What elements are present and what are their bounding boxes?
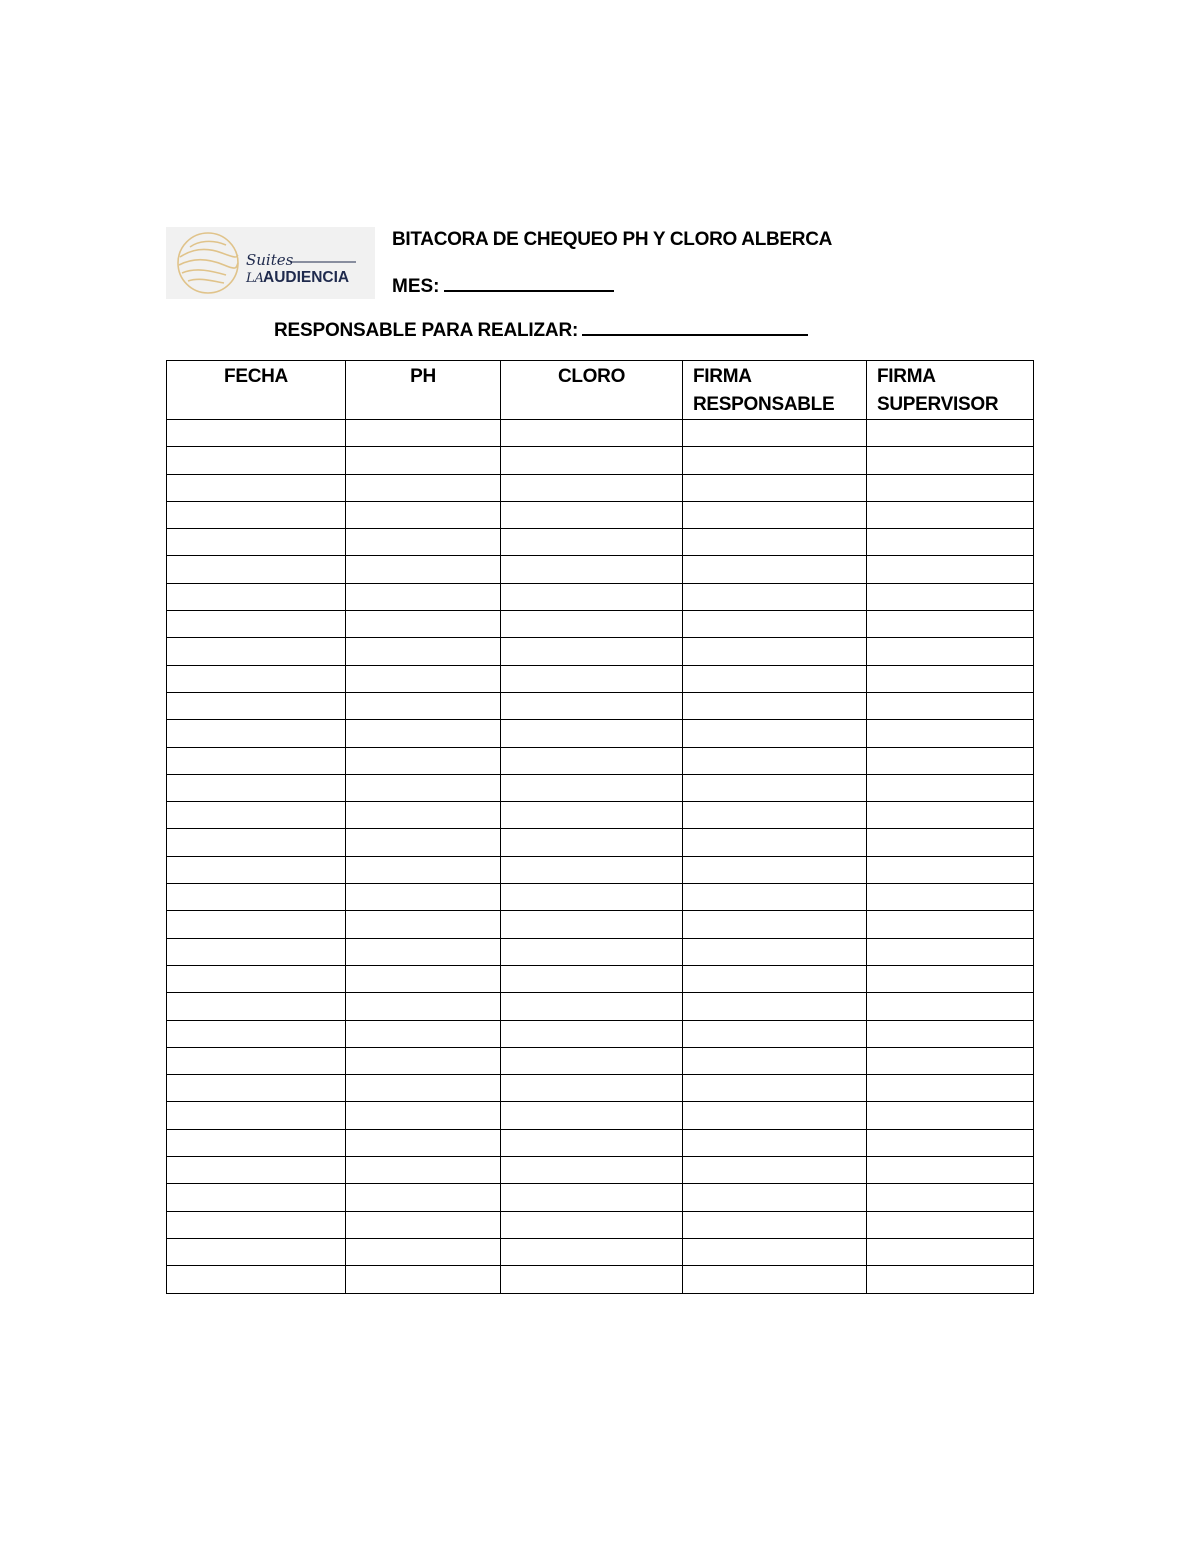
cell-firma-responsable[interactable] [683,1157,867,1184]
cell-firma-supervisor[interactable] [867,802,1034,829]
cell-firma-responsable[interactable] [683,856,867,883]
cell-cloro[interactable] [501,1184,683,1211]
cell-firma-supervisor[interactable] [867,1102,1034,1129]
logo-emblem-icon [178,233,238,293]
cell-fecha[interactable] [167,747,346,774]
month-blank-line [444,273,614,292]
cell-firma-supervisor[interactable] [867,720,1034,747]
cell-firma-responsable[interactable] [683,447,867,474]
cell-firma-responsable[interactable] [683,720,867,747]
cell-fecha[interactable] [167,774,346,801]
cell-fecha[interactable] [167,993,346,1020]
cell-cloro[interactable] [501,1047,683,1074]
cell-cloro[interactable] [501,856,683,883]
cell-firma-responsable[interactable] [683,1047,867,1074]
cell-cloro[interactable] [501,1238,683,1265]
cell-ph[interactable] [346,1047,501,1074]
cell-ph[interactable] [346,1102,501,1129]
cell-fecha[interactable] [167,802,346,829]
cell-fecha[interactable] [167,1047,346,1074]
logo-script-text: Suites [246,251,294,269]
cell-firma-responsable[interactable] [683,1075,867,1102]
table-row [167,692,1034,719]
table-row [167,1211,1034,1238]
table-row [167,529,1034,556]
cell-cloro[interactable] [501,1075,683,1102]
cell-fecha[interactable] [167,911,346,938]
table-row [167,1047,1034,1074]
responsible-field [274,317,808,342]
cell-ph[interactable] [346,965,501,992]
cell-firma-supervisor[interactable] [867,1211,1034,1238]
responsible-blank-line [582,317,808,336]
cell-firma-supervisor[interactable] [867,692,1034,719]
cell-cloro[interactable] [501,1157,683,1184]
document-title: BITACORA DE CHEQUEO PH Y CLORO ALBERCA [392,229,833,250]
cell-firma-responsable[interactable] [683,556,867,583]
cell-cloro[interactable] [501,420,683,447]
cell-firma-responsable[interactable] [683,774,867,801]
cell-fecha[interactable] [167,583,346,610]
cell-cloro[interactable] [501,501,683,528]
cell-firma-responsable[interactable] [683,884,867,911]
cell-fecha[interactable] [167,1020,346,1047]
cell-firma-responsable[interactable] [683,802,867,829]
cell-ph[interactable] [346,1211,501,1238]
cell-firma-supervisor[interactable] [867,1020,1034,1047]
cell-firma-responsable[interactable] [683,1020,867,1047]
responsible-label: RESPONSABLE PARA REALIZAR: [274,320,579,341]
cell-ph[interactable] [346,529,501,556]
cell-ph[interactable] [346,692,501,719]
cell-firma-responsable[interactable] [683,1238,867,1265]
table-row [167,1238,1034,1265]
table-row [167,720,1034,747]
cell-ph[interactable] [346,420,501,447]
cell-cloro[interactable] [501,474,683,501]
cell-firma-supervisor[interactable] [867,1238,1034,1265]
cell-cloro[interactable] [501,529,683,556]
table-row [167,447,1034,474]
table-row [167,747,1034,774]
cell-ph[interactable] [346,1129,501,1156]
cell-cloro[interactable] [501,965,683,992]
cell-cloro[interactable] [501,911,683,938]
cell-ph[interactable] [346,911,501,938]
cell-firma-responsable[interactable] [683,1266,867,1293]
table-row [167,993,1034,1020]
cell-firma-responsable[interactable] [683,420,867,447]
table-row [167,938,1034,965]
cell-firma-supervisor[interactable] [867,501,1034,528]
cell-ph[interactable] [346,720,501,747]
cell-fecha[interactable] [167,474,346,501]
cell-cloro[interactable] [501,665,683,692]
table-row [167,583,1034,610]
cell-ph[interactable] [346,856,501,883]
cell-ph[interactable] [346,884,501,911]
cell-firma-supervisor[interactable] [867,1075,1034,1102]
table-row [167,638,1034,665]
table-row [167,911,1034,938]
cell-fecha[interactable] [167,1102,346,1129]
log-table [166,360,1034,1294]
cell-cloro[interactable] [501,638,683,665]
cell-fecha[interactable] [167,501,346,528]
table-row [167,1266,1034,1293]
cell-fecha[interactable] [167,1184,346,1211]
cell-firma-supervisor[interactable] [867,1266,1034,1293]
column-header-cloro: CLORO [501,361,683,420]
cell-ph[interactable] [346,1157,501,1184]
cell-firma-responsable[interactable] [683,938,867,965]
cell-fecha[interactable] [167,938,346,965]
column-header-firma-supervisor: FIRMA SUPERVISOR [867,361,1034,420]
cell-ph[interactable] [346,747,501,774]
table-row [167,856,1034,883]
cell-ph[interactable] [346,802,501,829]
cell-ph[interactable] [346,1238,501,1265]
cell-firma-responsable[interactable] [683,665,867,692]
cell-fecha[interactable] [167,1157,346,1184]
cell-ph[interactable] [346,583,501,610]
cell-ph[interactable] [346,1184,501,1211]
cell-ph[interactable] [346,1266,501,1293]
table-body [167,420,1034,1294]
table-row [167,829,1034,856]
cell-firma-responsable[interactable] [683,474,867,501]
cell-firma-supervisor[interactable] [867,529,1034,556]
cell-ph[interactable] [346,474,501,501]
cell-cloro[interactable] [501,447,683,474]
logo-brand-text: AUDIENCIA [263,269,350,286]
cell-firma-responsable[interactable] [683,638,867,665]
cell-fecha[interactable] [167,1238,346,1265]
table-row [167,611,1034,638]
cell-cloro[interactable] [501,1211,683,1238]
cell-firma-responsable[interactable] [683,501,867,528]
cell-firma-supervisor[interactable] [867,938,1034,965]
cell-cloro[interactable] [501,747,683,774]
cell-firma-supervisor[interactable] [867,611,1034,638]
cell-firma-responsable[interactable] [683,1102,867,1129]
table-row [167,1020,1034,1047]
month-label: MES: [392,276,440,297]
cell-fecha[interactable] [167,720,346,747]
cell-ph[interactable] [346,993,501,1020]
table-row [167,1184,1034,1211]
cell-fecha[interactable] [167,420,346,447]
cell-fecha[interactable] [167,1129,346,1156]
cell-ph[interactable] [346,638,501,665]
table-row [167,965,1034,992]
cell-fecha[interactable] [167,1211,346,1238]
cell-firma-supervisor[interactable] [867,665,1034,692]
cell-firma-supervisor[interactable] [867,993,1034,1020]
cell-firma-supervisor[interactable] [867,1157,1034,1184]
cell-firma-supervisor[interactable] [867,583,1034,610]
column-header-ph: PH [346,361,501,420]
cell-ph[interactable] [346,665,501,692]
table-row [167,474,1034,501]
cell-ph[interactable] [346,1075,501,1102]
cell-firma-responsable[interactable] [683,1184,867,1211]
cell-firma-supervisor[interactable] [867,965,1034,992]
cell-firma-supervisor[interactable] [867,447,1034,474]
cell-ph[interactable] [346,938,501,965]
table-row [167,665,1034,692]
cell-cloro[interactable] [501,611,683,638]
cell-ph[interactable] [346,774,501,801]
table-row [167,1102,1034,1129]
cell-cloro[interactable] [501,1020,683,1047]
cell-cloro[interactable] [501,774,683,801]
cell-firma-responsable[interactable] [683,583,867,610]
cell-firma-responsable[interactable] [683,911,867,938]
cell-ph[interactable] [346,829,501,856]
cell-firma-supervisor[interactable] [867,556,1034,583]
cell-fecha[interactable] [167,965,346,992]
cell-firma-responsable[interactable] [683,965,867,992]
cell-firma-responsable[interactable] [683,529,867,556]
cell-firma-responsable[interactable] [683,692,867,719]
cell-ph[interactable] [346,556,501,583]
table-row [167,1157,1034,1184]
table-row [167,420,1034,447]
cell-cloro[interactable] [501,993,683,1020]
cell-fecha[interactable] [167,556,346,583]
cell-cloro[interactable] [501,938,683,965]
cell-cloro[interactable] [501,720,683,747]
cell-fecha[interactable] [167,692,346,719]
cell-fecha[interactable] [167,856,346,883]
cell-firma-responsable[interactable] [683,1211,867,1238]
cell-cloro[interactable] [501,802,683,829]
table-row [167,802,1034,829]
cell-fecha[interactable] [167,611,346,638]
logo-graphic [166,227,375,299]
cell-cloro[interactable] [501,1266,683,1293]
cell-fecha[interactable] [167,884,346,911]
cell-ph[interactable] [346,501,501,528]
cell-cloro[interactable] [501,583,683,610]
cell-cloro[interactable] [501,556,683,583]
cell-cloro[interactable] [501,1102,683,1129]
cell-firma-responsable[interactable] [683,611,867,638]
table-header-row [167,361,1034,420]
cell-ph[interactable] [346,1020,501,1047]
cell-fecha[interactable] [167,1075,346,1102]
cell-firma-supervisor[interactable] [867,774,1034,801]
table-row [167,884,1034,911]
table-row [167,774,1034,801]
cell-cloro[interactable] [501,692,683,719]
table-row [167,501,1034,528]
cell-firma-supervisor[interactable] [867,1184,1034,1211]
company-logo [166,227,375,299]
cell-ph[interactable] [346,611,501,638]
table-row [167,1075,1034,1102]
cell-firma-supervisor[interactable] [867,829,1034,856]
logo-la-text: LA [246,271,265,286]
cell-firma-supervisor[interactable] [867,856,1034,883]
cell-fecha[interactable] [167,829,346,856]
cell-firma-supervisor[interactable] [867,638,1034,665]
cell-firma-responsable[interactable] [683,747,867,774]
cell-firma-supervisor[interactable] [867,884,1034,911]
cell-firma-responsable[interactable] [683,829,867,856]
cell-cloro[interactable] [501,829,683,856]
cell-firma-supervisor[interactable] [867,911,1034,938]
cell-firma-responsable[interactable] [683,993,867,1020]
cell-fecha[interactable] [167,665,346,692]
month-field [392,273,614,298]
cell-firma-supervisor[interactable] [867,1129,1034,1156]
table-row [167,1129,1034,1156]
cell-firma-supervisor[interactable] [867,747,1034,774]
cell-firma-responsable[interactable] [683,1129,867,1156]
cell-fecha[interactable] [167,638,346,665]
cell-ph[interactable] [346,447,501,474]
cell-cloro[interactable] [501,884,683,911]
cell-fecha[interactable] [167,529,346,556]
cell-firma-supervisor[interactable] [867,474,1034,501]
cell-cloro[interactable] [501,1129,683,1156]
cell-firma-supervisor[interactable] [867,1047,1034,1074]
cell-firma-supervisor[interactable] [867,420,1034,447]
cell-fecha[interactable] [167,447,346,474]
cell-fecha[interactable] [167,1266,346,1293]
column-header-firma-responsable: FIRMA RESPONSABLE [683,361,867,420]
column-header-fecha: FECHA [167,361,346,420]
table-row [167,556,1034,583]
